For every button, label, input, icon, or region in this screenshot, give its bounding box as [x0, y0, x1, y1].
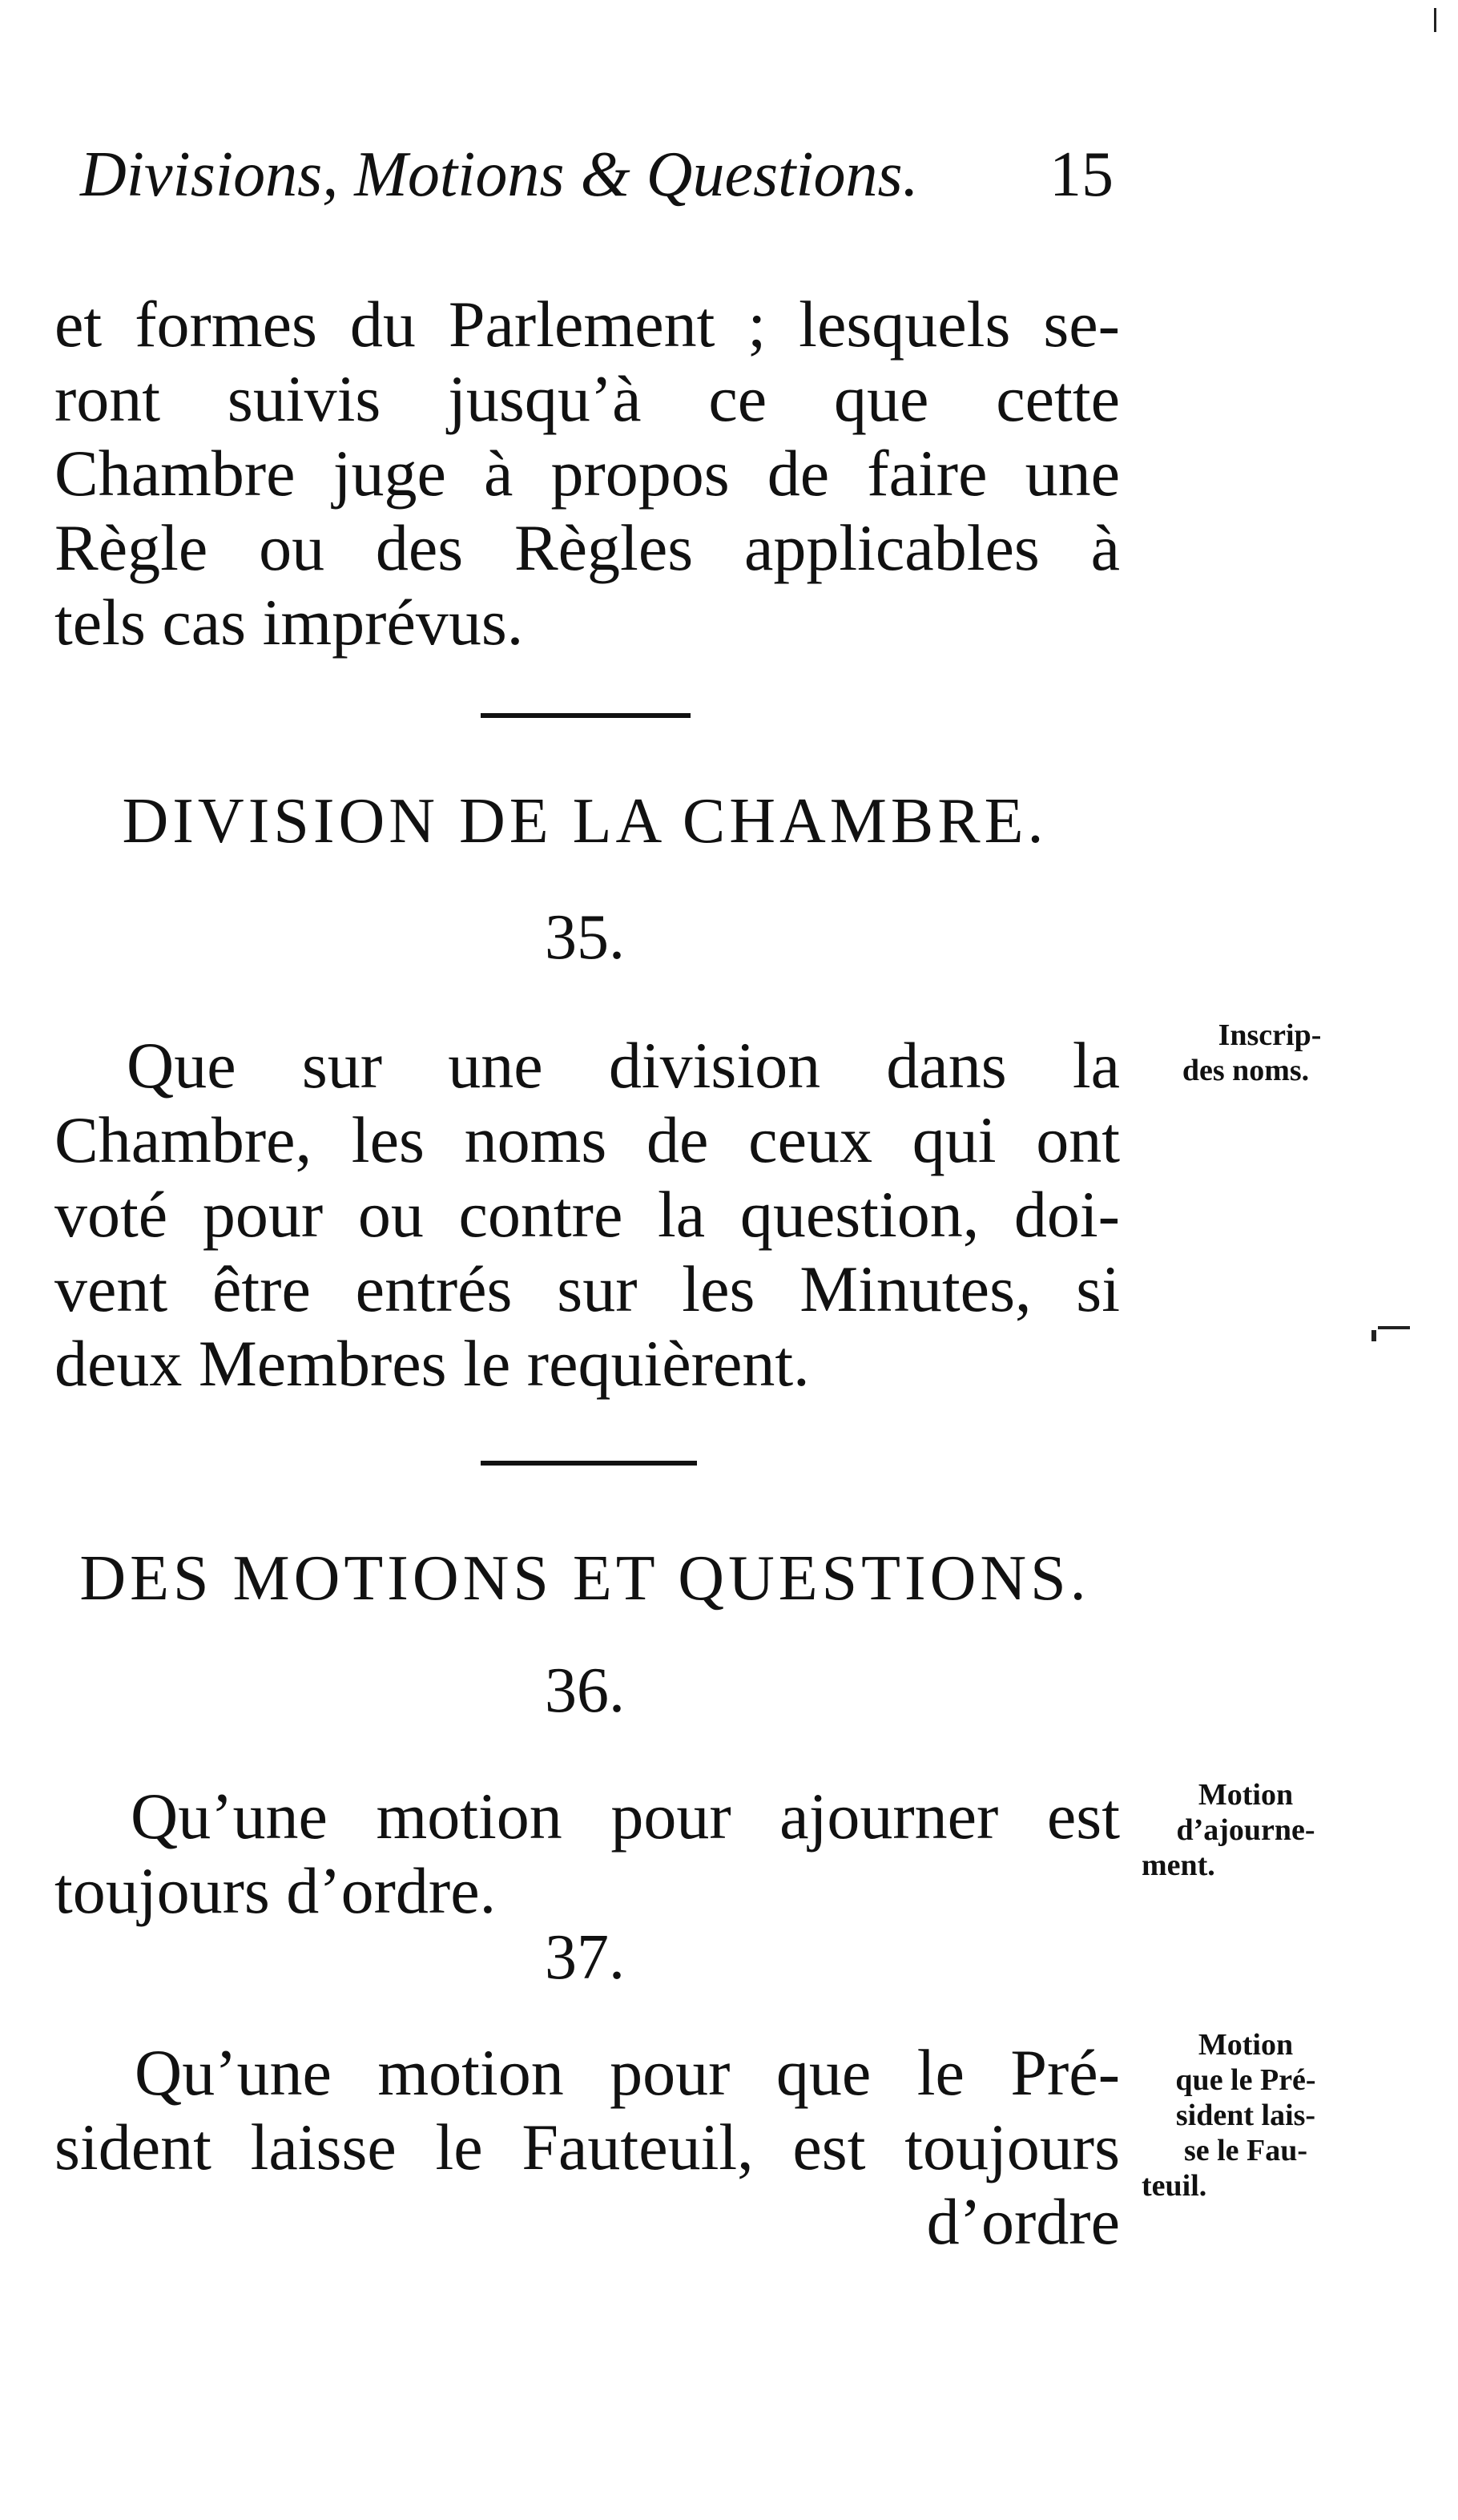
article-35-text	[54, 1028, 1120, 1401]
margin-note-37	[1126, 2027, 1366, 2203]
margin-note-line: se le Fau-	[1183, 2134, 1308, 2167]
margin-note-line: Inscrip-	[1218, 1018, 1322, 1052]
text-line: vent être entrés sur les Minutes, si	[54, 1252, 1120, 1325]
intro-paragraph	[54, 287, 1120, 659]
text-line: tels cas imprévus.	[54, 586, 524, 659]
text-line: Chambre juge à propos de faire une	[54, 437, 1120, 510]
text-line: Règle ou des Règles applicables à	[54, 511, 1120, 584]
article-37-text	[54, 2035, 1120, 2259]
text-line: et formes du Parlement ; lesquels se-	[54, 288, 1120, 361]
text-line: Qu’une motion pour ajourner est	[131, 1780, 1120, 1853]
margin-note-line: sident lais-	[1175, 2099, 1316, 2132]
margin-note-35	[1126, 1018, 1366, 1088]
text-line: voté pour ou contre la question, doi-	[54, 1178, 1120, 1251]
margin-note-line: ment.	[1142, 1849, 1215, 1882]
article-36-text	[54, 1779, 1120, 1928]
scan-speck	[1371, 1330, 1376, 1341]
margin-note-36	[1126, 1777, 1366, 1883]
article-number-36: 36.	[545, 1655, 625, 1726]
section-rule	[481, 713, 691, 718]
running-head-title: Divisions, Motions & Questions.	[80, 139, 919, 210]
margin-note-line: que le Pré-	[1175, 2063, 1316, 2097]
margin-note-line: Motion	[1198, 1778, 1294, 1812]
text-line: Qu’une motion pour que le Pré-	[135, 2036, 1120, 2109]
page-number: 15	[1049, 139, 1114, 210]
text-line: sident laisse le Fauteuil, est toujours	[54, 2111, 1120, 2183]
text-line: toujours d’ordre.	[54, 1854, 497, 1927]
text-line: d’ordre	[926, 2185, 1120, 2258]
section-rule	[481, 1461, 697, 1466]
margin-note-line: Motion	[1198, 2028, 1294, 2062]
text-line: Chambre, les noms de ceux qui ont	[54, 1103, 1120, 1176]
section-heading-motions: DES MOTIONS ET QUESTIONS.	[79, 1543, 1090, 1614]
margin-note-line: des noms.	[1182, 1054, 1310, 1087]
section-heading-division: DIVISION DE LA CHAMBRE.	[122, 786, 1048, 857]
scan-speck	[1378, 1326, 1410, 1329]
running-head	[80, 135, 1114, 215]
text-line: Que sur une division dans la	[127, 1029, 1120, 1102]
article-number-35: 35.	[545, 902, 625, 973]
margin-note-line: d’ajourne-	[1176, 1813, 1315, 1847]
text-line: ront suivis jusqu’à ce que cette	[54, 362, 1120, 435]
article-number-37: 37.	[545, 1922, 625, 1993]
scan-speck	[1434, 8, 1436, 32]
margin-note-line: teuil.	[1142, 2169, 1207, 2203]
text-line: deux Membres le requièrent.	[54, 1327, 810, 1400]
